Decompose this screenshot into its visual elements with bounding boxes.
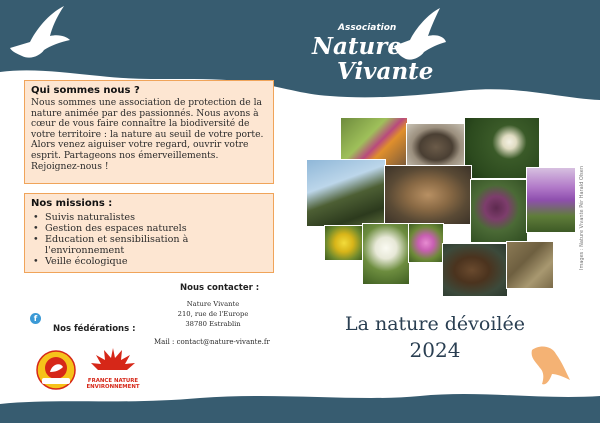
photo-butterfly: [341, 118, 407, 166]
photo-credit: Images : Nature Vivante Pér Harald Olsen: [579, 165, 585, 270]
contact-city: 38780 Estrablin: [185, 320, 241, 328]
missions-title: Nos missions :: [31, 198, 113, 209]
photo-toad: [385, 166, 471, 224]
bottom-band-shape: [0, 394, 600, 423]
about-title: Qui sommes nous ?: [31, 85, 140, 96]
contact-address: [158, 299, 268, 329]
poster-title: La nature dévoilée: [344, 313, 525, 335]
bird-orange-icon: [532, 347, 570, 385]
photo-yellow-flowers: [325, 226, 363, 260]
fne-label: FRANCE NATURE ENVIRONNEMENT: [86, 378, 140, 390]
photo-beetle: [307, 160, 385, 226]
contact-street: 210, rue de l'Europe: [177, 310, 249, 318]
photo-tortoise: [407, 124, 465, 166]
brand-name-nature: Nature: [312, 33, 403, 60]
mission-item: • Education et sensibilisation à l'environnement: [41, 234, 267, 256]
photo-purple-flower: [471, 180, 527, 242]
about-text: Nous sommes une association de protection de la nature animée par des passionnés. Nous avons à cœur de vous faire connaître la biodiversité de votre territoire : la nature au seuil de votre porte. Alors venez aiguiser votre regard, ouvrir votre esprit. Partageons nos émerveillements. Rejoignez-nous !: [31, 97, 264, 172]
missions-box: [24, 193, 274, 273]
photo-beaver: [443, 244, 507, 296]
facebook-icon[interactable]: f: [30, 313, 41, 324]
brand-association: Association: [338, 23, 397, 33]
photo-grass-snake: [507, 242, 553, 288]
federation-logo-round: [36, 350, 76, 390]
contact-title: Nous contacter :: [180, 283, 260, 293]
contact-mail-link[interactable]: Mail : contact@nature-vivante.fr: [154, 338, 270, 346]
federations-title: Nos fédérations :: [53, 324, 136, 334]
poster-year: 2024: [409, 338, 461, 362]
missions-list: [31, 212, 267, 267]
mission-item: • Suivis naturalistes: [41, 212, 267, 223]
contact-org: Nature Vivante: [186, 300, 240, 308]
mission-item: • Veille écologique: [41, 256, 267, 267]
photo-white-lily: [363, 224, 409, 284]
photo-orchid: [527, 168, 575, 232]
brand-name-vivante: Vivante: [337, 58, 434, 85]
about-box: [24, 80, 274, 184]
photo-pink-flowers: [409, 224, 443, 262]
mission-item: • Gestion des espaces naturels: [41, 223, 267, 234]
